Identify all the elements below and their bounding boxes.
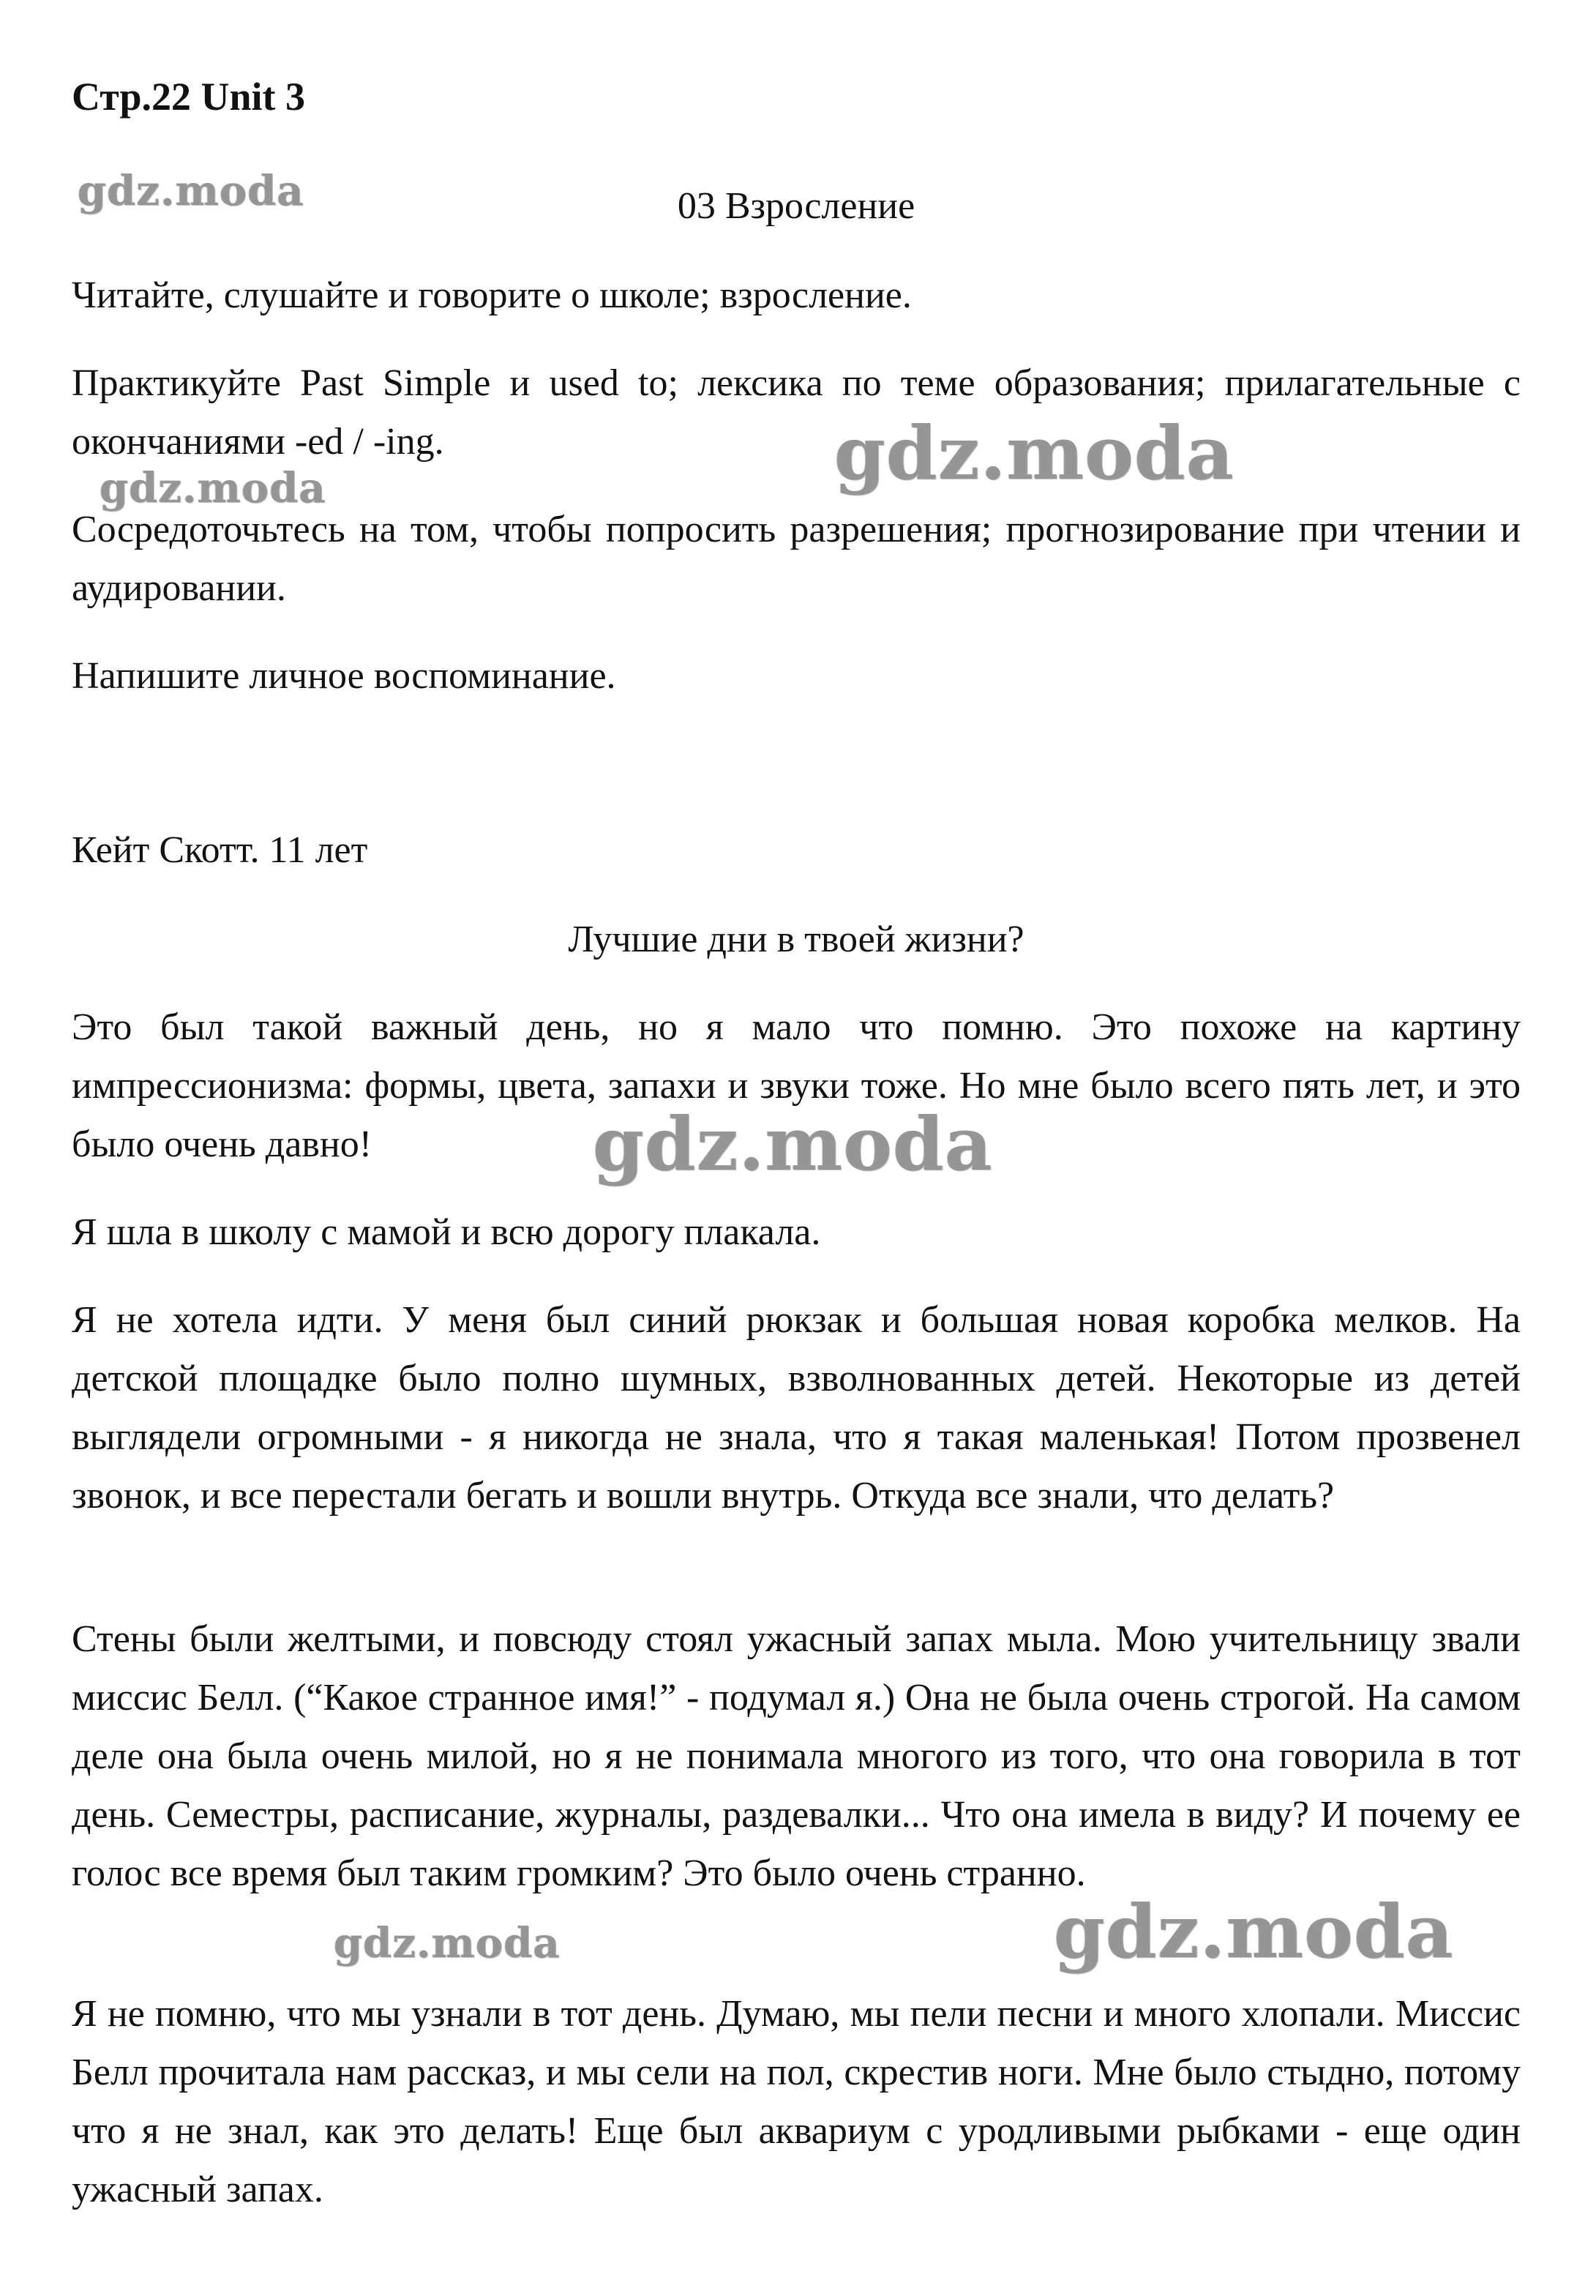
story-paragraph-4: Стены были желтыми, и повсюду стоял ужасный запах мыла. Мою учительницу звали миссис Белл. (“Какое странное имя!” - подумал я.) Она не была очень строгой. На самом деле она была очень милой, но я не понимала многого из того, что она говорила в тот день. Семестры, расписание, журналы, раздевалки... Что она имела в виду? И почему ее голос все время был таким громким? Это было очень странно. [72,1618,1521,1894]
intro-paragraph-1: Читайте, слушайте и говорите о школе; взросление. [72,274,912,316]
intro-paragraph-3: Сосредоточьтесь на том, чтобы попросить разрешения; прогнозирование при чтении и аудировании. [72,509,1521,609]
watermark-logo: gdz.moda [334,1919,561,1967]
story-paragraph-2: Я шла в школу с мамой и всю дорогу плакала. [72,1211,821,1253]
intro-paragraph-2: Практикуйте Past Simple и used to; лексика по теме образования; прилагательные с окончаниями -ed / -ing. [72,362,1521,463]
story-paragraph-1: Это был такой важный день, но я мало что помню. Это похоже на картину импрессионизма: формы, цвета, запахи и звуки тоже. Но мне было всего пять лет, и это было очень давно! [72,1006,1521,1165]
watermark-logo: gdz.moda [78,167,304,215]
watermark-logo: gdz.moda [100,464,326,512]
unit-title: 03 Взросление [677,185,915,227]
watermark-logo: gdz.moda [834,410,1235,496]
story-title: Лучшие дни в твоей жизни? [568,919,1024,960]
watermark-logo: gdz.moda [1054,1888,1454,1975]
watermark-logo: gdz.moda [593,1101,993,1187]
author-line: Кейт Скотт. 11 лет [72,829,368,871]
story-paragraph-5: Я не помню, что мы узнали в тот день. Думаю, мы пели песни и много хлопали. Миссис Белл прочитала нам рассказ, и мы сели на пол, скрестив ноги. Мне было стыдно, потому что я не знал, как это делать! Еще был аквариум с уродливыми рыбками - еще один ужасный запах. [72,1993,1521,2210]
page-heading: Стр.22 Unit 3 [72,75,306,119]
story-paragraph-3: Я не хотела идти. У меня был синий рюкзак и большая новая коробка мелков. На детской площадке было полно шумных, взволнованных детей. Некоторые из детей выглядели огромными - я никогда не знала, что я такая маленькая! Потом прозвенел звонок, и все перестали бегать и вошли внутрь. Откуда все знали, что делать? [72,1299,1521,1517]
intro-paragraph-4: Напишите личное воспоминание. [72,655,616,697]
